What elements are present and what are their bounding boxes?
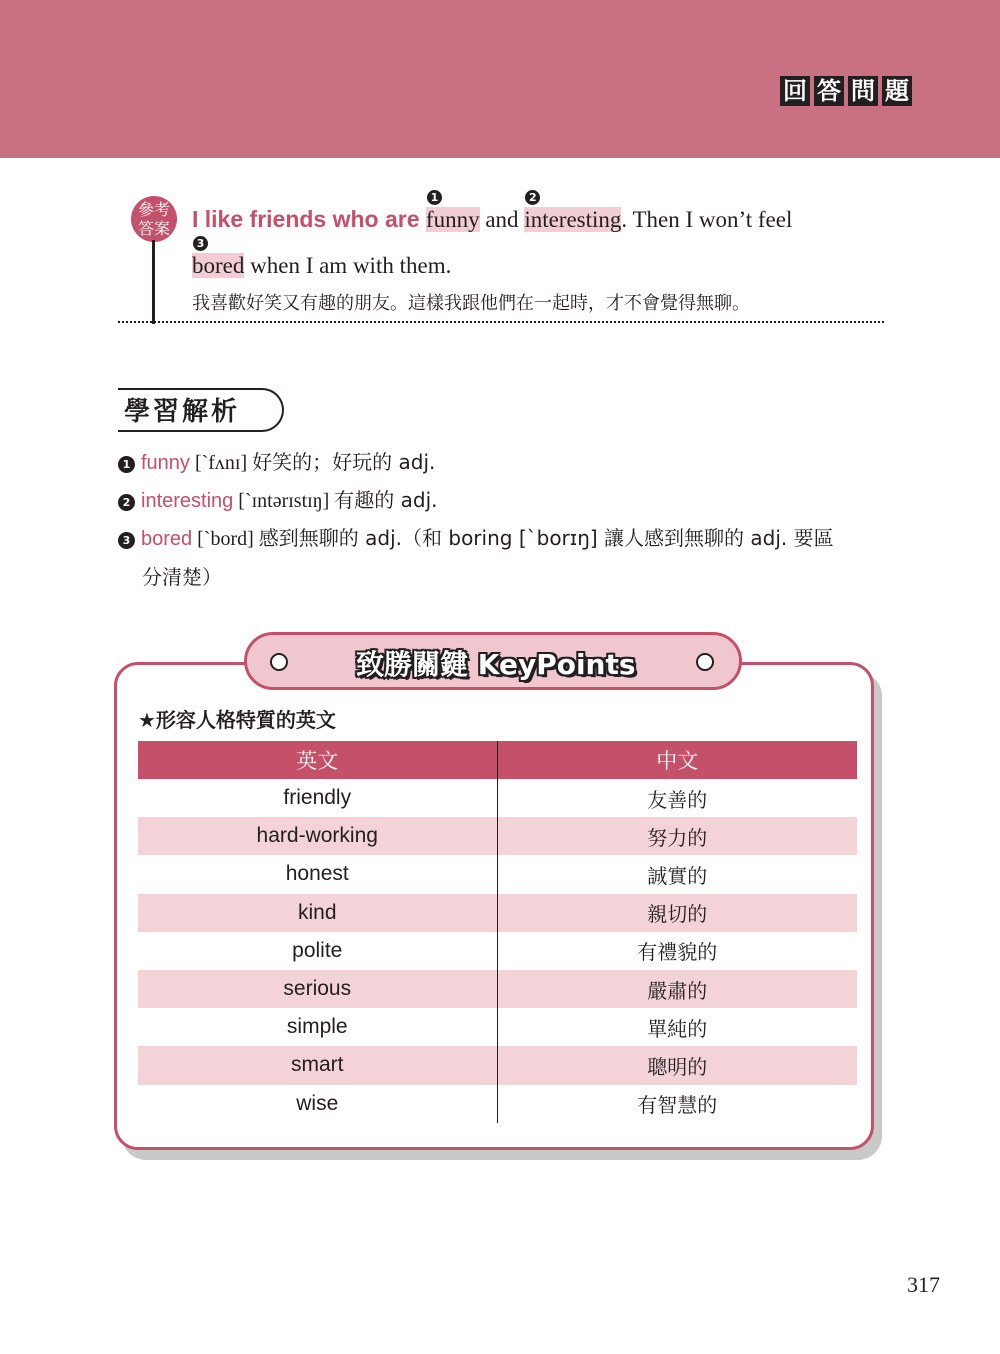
- study-section-title: 學習解析: [124, 397, 241, 427]
- section-title-char: 回: [780, 76, 810, 106]
- vocab-item: [118, 524, 834, 553]
- answer-english-line-2: [192, 237, 452, 279]
- answer-translation: 我喜歡好笑又有趣的朋友。這樣我跟他們在一起時，才不會覺得無聊。: [192, 293, 750, 314]
- cell-chinese: 有智慧的: [637, 1093, 718, 1118]
- vocab-phonetic: [ˋfʌnɪ]: [189, 452, 253, 474]
- highlight-word-bored: [192, 237, 245, 278]
- cell-chinese: 有禮貌的: [637, 940, 718, 965]
- ring-hole-icon: [270, 653, 288, 671]
- table-row: [138, 1085, 857, 1123]
- table-row: [138, 855, 857, 893]
- vocab-meaning-continuation: 分清楚）: [142, 565, 222, 589]
- highlight-word-funny: [425, 191, 480, 232]
- keypoints-subtitle: ★形容人格特質的英文: [138, 708, 336, 732]
- answer-english-line-1: [192, 191, 793, 233]
- section-title-char: 題: [882, 76, 912, 106]
- table-row: [138, 970, 857, 1008]
- vocab-word: interesting: [141, 490, 234, 512]
- section-title-char: 問: [848, 76, 878, 106]
- cell-chinese: 聰明的: [497, 1046, 857, 1084]
- table-row: [138, 932, 857, 970]
- cell-chinese: 友善的: [647, 787, 708, 812]
- cell-english: serious: [138, 970, 497, 1008]
- cell-english: kind: [138, 894, 497, 932]
- table-row: [138, 894, 857, 932]
- vocab-word: funny: [141, 452, 190, 474]
- vocab-meaning: 有趣的 adj.: [334, 488, 438, 512]
- answer-lead: I like friends who are: [192, 206, 426, 232]
- ring-hole-icon: [696, 653, 714, 671]
- number-bullet: 1: [118, 456, 135, 473]
- column-header-chinese: 中文: [497, 741, 857, 779]
- vocab-table: [138, 741, 857, 1123]
- badge-line: 答案: [137, 219, 170, 238]
- word-text: bored: [192, 253, 245, 278]
- cell-english: honest: [138, 855, 497, 893]
- vocab-phonetic: [ˋbord]: [192, 528, 259, 550]
- page-number: 317: [907, 1272, 940, 1297]
- answer-and: and: [479, 207, 525, 232]
- number-marker: 1: [427, 190, 442, 205]
- number-marker: 3: [193, 236, 208, 251]
- table-row: [138, 1046, 857, 1084]
- vocab-item: [118, 448, 435, 477]
- badge-line: 參考: [137, 200, 170, 219]
- answer-tail-1: . Then I won’t feel: [621, 207, 793, 232]
- table-row: [138, 1008, 857, 1046]
- cell-english: hard-working: [138, 817, 497, 855]
- section-title-char: 答: [814, 76, 844, 106]
- table-header-row: [138, 741, 857, 779]
- cell-english: smart: [138, 1046, 497, 1084]
- reference-answer-badge: [131, 196, 177, 242]
- cell-english: simple: [138, 1008, 497, 1046]
- cell-chinese: 嚴肅的: [497, 970, 857, 1008]
- cell-english: polite: [138, 932, 497, 970]
- vocab-word: bored: [141, 528, 193, 550]
- number-bullet: 2: [118, 494, 135, 511]
- cell-chinese: 努力的: [497, 817, 857, 855]
- vocab-meaning: 好笑的；好玩的 adj.: [252, 450, 436, 474]
- number-marker: 2: [525, 190, 540, 205]
- table-row: [138, 817, 857, 855]
- section-title: [780, 76, 912, 106]
- word-text: funny: [425, 207, 480, 232]
- answer-tail-2: when I am with them.: [244, 253, 452, 278]
- number-bullet: 3: [118, 532, 135, 549]
- highlight-word-interesting: [524, 191, 622, 232]
- cell-chinese: 誠實的: [647, 863, 708, 888]
- badge-stem-line: [152, 240, 155, 324]
- cell-chinese: 親切的: [497, 894, 857, 932]
- table-row: [138, 779, 857, 817]
- cell-english: friendly: [138, 779, 497, 817]
- keypoints-title: 致勝關鍵 KeyPoints: [356, 648, 636, 681]
- vocab-item: [118, 486, 438, 515]
- dotted-divider: [118, 321, 884, 323]
- vocab-phonetic: [ˋɪntərɪstɪŋ]: [233, 490, 335, 512]
- word-text: interesting: [524, 207, 622, 232]
- column-header-english: 英文: [138, 741, 497, 779]
- vocab-meaning: 感到無聊的 adj.（和 boring [ˋborɪŋ] 讓人感到無聊的 adj. 要區: [258, 526, 834, 550]
- cell-chinese: 單純的: [647, 1016, 708, 1041]
- cell-english: wise: [138, 1085, 497, 1123]
